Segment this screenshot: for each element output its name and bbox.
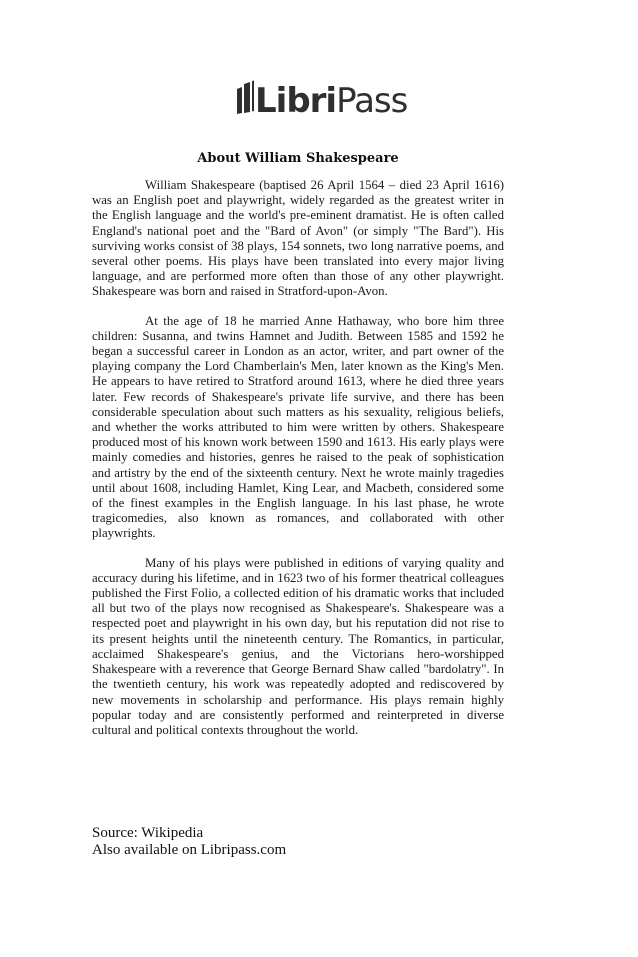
libripass-logo — [233, 70, 408, 120]
paragraph: Many of his plays were published in editions of varying quality and accuracy during his lifetime, and in 1623 two of his former theatrical colleagues published the First Folio, a collected edition of his dramatic works that included all but two of the plays now recognised as Shakespeare's. Shakespeare was a respected poet and playwright in his own day, but his reputation did not rise to its present heights until the nineteenth century. The Romantics, in particular, acclaimed Shakespeare's genius, and the Victorians hero-worshipped Shakespeare with a reverence that George Bernard Shaw called "bardolatry". In the twentieth century, his work was repeatedly adopted and rediscovered by new movements in scholarship and performance. His plays remain highly popular today and are consistently performed and reinterpreted in diverse cultural and political contexts throughout the world. — [92, 555, 504, 737]
logo-text-libri: Libri — [255, 81, 337, 120]
svg-text:LibriPass — [255, 81, 408, 120]
article-title: About William Shakespeare — [197, 151, 399, 166]
availability-line: Also available on Libripass.com — [92, 842, 287, 858]
article-body — [92, 178, 504, 738]
logo-text-pass: Pass — [336, 81, 408, 120]
libripass-logo-graphic — [233, 70, 408, 120]
source-line: Source: Wikipedia — [92, 825, 204, 841]
paragraph: William Shakespeare (baptised 26 April 1564 – died 23 April 1616) was an English poet and playwright, widely regarded as the greatest writer in the English language and the world's pre-eminent dramatist. He is often called England's national poet and the "Bard of Avon" (or simply "The Bard"). His surviving works consist of 38 plays, 154 sonnets, two long narrative poems, and several other poems. His plays have been translated into every major living language, and are performed more often than those of any other playwright. Shakespeare was born and raised in Stratford-upon-Avon. — [92, 178, 504, 299]
footer — [92, 825, 512, 859]
paragraph: At the age of 18 he married Anne Hathaway, who bore him three children: Susanna, and twins Hamnet and Judith. Between 1585 and 1592 he began a successful career in London as an actor, writer, and part owner of the playing company the Lord Chamberlain's Men, later known as the King's Men. He appears to have retired to Stratford around 1613, where he died three years later. Few records of Shakespeare's private life survive, and there has been considerable speculation about such matters as his sexuality, religious beliefs, and whether the works attributed to him were written by others. Shakespeare produced most of his known work between 1590 and 1613. His early plays were mainly comedies and histories, genres he raised to the peak of sophistication and artistry by the end of the sixteenth century. Next he wrote mainly tragedies until about 1608, including Hamlet, King Lear, and Macbeth, considered some of the finest examples in the English language. In his last phase, he wrote tragicomedies, also known as romances, and collaborated with other playwrights. — [92, 313, 504, 541]
